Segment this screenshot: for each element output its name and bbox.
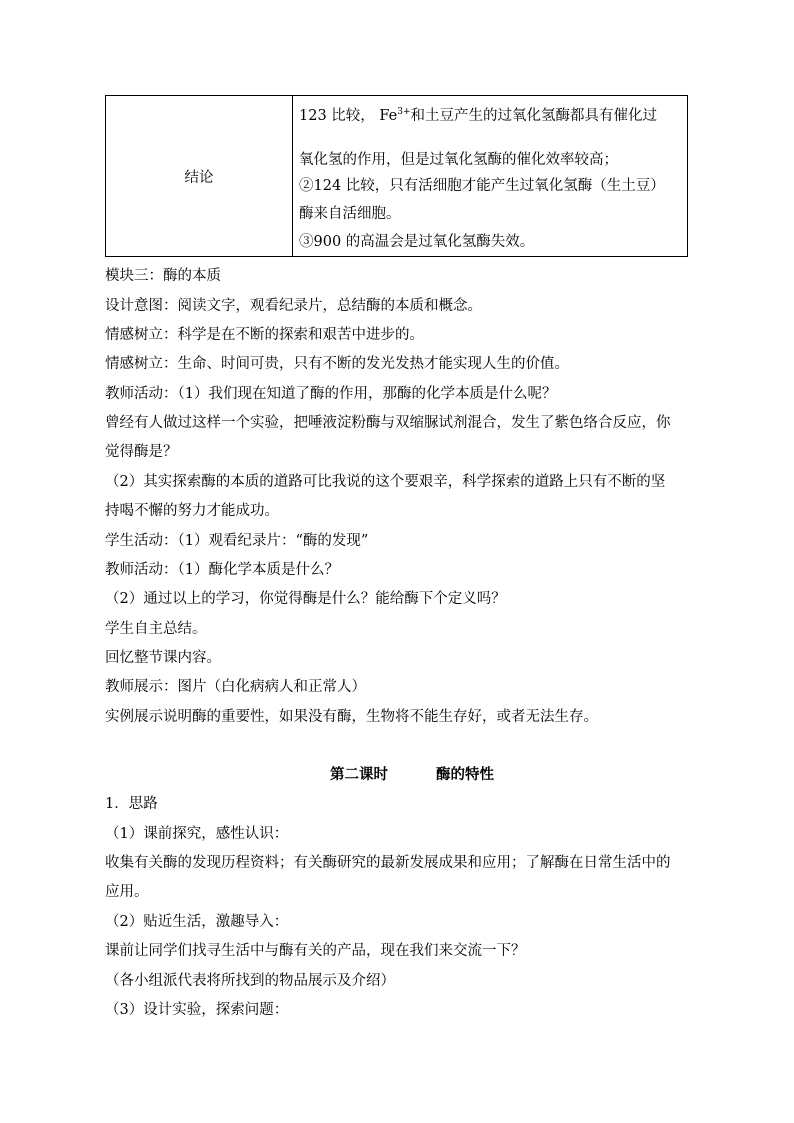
- conclusion-line-1-sup: 3+: [397, 107, 411, 118]
- teacher-activity-2: 教师活动：（1）酶化学本质是什么？: [105, 562, 339, 578]
- design-experiment: （3）设计实验，探索问题：: [105, 1002, 289, 1018]
- module-three-heading: 模块三：酶的本质: [105, 268, 221, 284]
- conclusion-line-3: ②124 比较，只有活细胞才能产生过氧化氢酶（生土豆）: [299, 178, 665, 194]
- emotion-2: 情感树立：生命、时间可贵，只有不断的发光发热才能实现人生的价值。: [105, 356, 569, 372]
- close-to-life: （2）贴近生活，激趣导入：: [105, 914, 289, 930]
- teacher-activity-1: 教师活动：（1）我们现在知道了酶的作用，那酶的化学本质是什么呢？: [105, 386, 557, 402]
- explore-text-b: 持喝不懈的努力才能成功。: [105, 503, 279, 519]
- recall-content: 回忆整节课内容。: [105, 650, 221, 666]
- conclusion-line-1-post: 和土豆产生的过氧化氢酶都具有催化过: [410, 108, 658, 124]
- conclusion-content-cell: [293, 96, 688, 257]
- conclusion-line-2: 氧化氢的作用，但是过氧化氢酶的催化效率较高；: [299, 152, 618, 168]
- example-text: 实例展示说明酶的重要性，如果没有酶，生物将不能生存好，或者无法生存。: [105, 709, 598, 725]
- teacher-question: （2）通过以上的学习，你觉得酶是什么？能给酶下个定义吗？: [105, 591, 506, 607]
- group-display: （各小组派代表将所找到的物品展示及介绍）: [105, 973, 395, 989]
- conclusion-line-5: ③900 的高温会是过氧化氢酶失效。: [299, 234, 535, 250]
- student-activity: 学生活动：（1）观看纪录片：“酶的发现”: [105, 533, 369, 549]
- collect-materials-b: 应用。: [105, 884, 149, 900]
- conclusion-label: 结论: [184, 169, 214, 186]
- teacher-show: 教师展示：图片（白化病病人和正常人）: [105, 679, 366, 695]
- conclusion-line-4: 酶来自活细胞。: [299, 206, 401, 222]
- conclusion-table: [105, 95, 688, 257]
- collect-materials-a: 收集有关酶的发现历程资料；有关酶研究的最新发展成果和应用；了解酶在日常生活中的: [105, 855, 671, 871]
- emotion-1: 情感树立：科学是在不断的探索和艰苦中进步的。: [105, 327, 424, 343]
- pre-class-exploration: （1）课前探究，感性认识：: [105, 826, 289, 842]
- find-products: 课前让同学们找寻生活中与酶有关的产品，现在我们来交流一下？: [105, 943, 526, 959]
- section-idea: 1．思路: [105, 796, 158, 812]
- experiment-text-a: 曾经有人做过这样一个实验，把唾液淀粉酶与双缩脲试剂混合，发生了紫色络合反应，你: [105, 415, 671, 431]
- design-intent: 设计意图：阅读文字，观看纪录片，总结酶的本质和概念。: [105, 298, 482, 314]
- section-title-right: 酶的特性: [436, 766, 494, 783]
- conclusion-line-1: [299, 106, 657, 128]
- conclusion-line-1-pre: 123 比较， Fe: [299, 108, 398, 124]
- experiment-text-b: 觉得酶是？: [105, 444, 178, 460]
- section-title-left: 第二课时: [330, 766, 388, 783]
- student-summary: 学生自主总结。: [105, 621, 207, 637]
- conclusion-label-cell: [106, 96, 293, 257]
- explore-text-a: （2）其实探索酶的本质的道路可比我说的这个要艰辛，科学探索的道路上只有不断的坚: [105, 474, 666, 490]
